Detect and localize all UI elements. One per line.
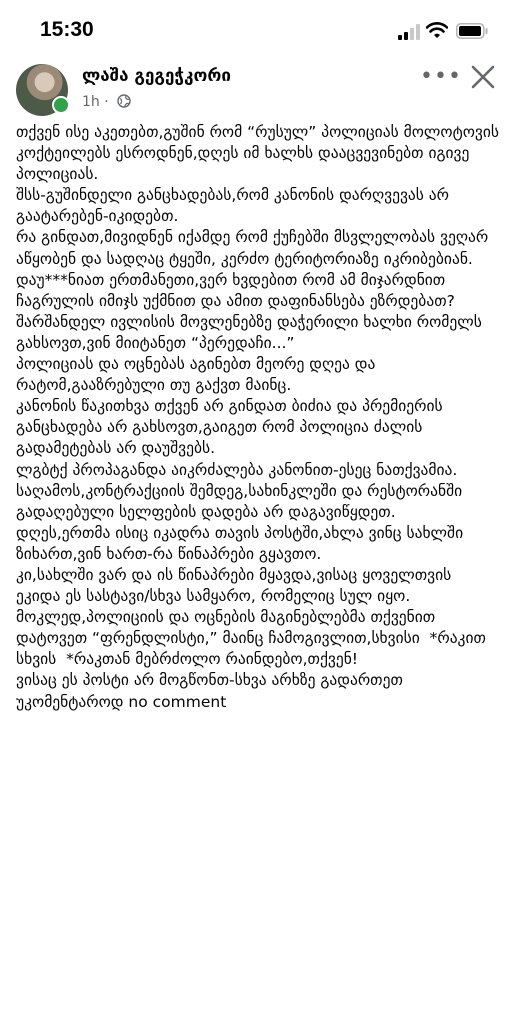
post-body-text: თქვენ ისე აკეთებთ,გუშინ რომ “რუსულ” პოლიციას მოლოტოვის კოქტეილებს ესროდნენ,დღეს იმ ხალხს დააცვევინებთ იგივე პოლიციას. შსს-გუშინდელი განცხადებას,რომ კანონის დარღვევას არ გაატარებენ-იკიდებთ. რა გინდათ,მივიდნენ იქამდე რომ ქუჩებში მსვლელობას ვეღარ აწყობენ და სადღაც ტყეში, კერძო ტერიტორიაზე იკრიბებიან. დაუ***ნიათ ერთმანეთი,ვერ ხვდებით რომ ამ მიჯარდნით ჩაგრულის იმიჯს უქმნით და ამით დაფინანსება ეზრდებათ? შარშანდელ ივლისის მოვლენებზე დაჭერილი ხალხი რომელს გახსოვთ,ვინ მიიტანეთ “პერედაჩი...” პოლიციას და ოცნებას აგინებთ მეორე დღეა და რატომ,გააზრებული თუ გაქვთ მაინც. კანონის წაკითხვა თქვენ არ გინდათ ბიძია და პრემიერის განცხადება არ გახსოვთ,გაიგეთ რომ პოლიცია ძალის გადამეტებას არ დაუშვებს. ლგბტქ პროპაგანდა აიკრძალება კანონით-ესეც ნათქვამია. საღამოს,კონტრაქციის შემდეგ,სახინკლეში და რესტორანში გადაღებული სელფების დადება არ დაგავიწყდეთ. დღეს,ერთმა ისიც იკადრა თავის პოსტში,ახლა ვინც სახლში ზიხართ,ვინ ხართ-რა წინაპრები გყავთო. კი,სახლში ვარ და ის წინაპრები მყავდა,ვისაც ყოველთვის ეკიდა ეს სასტავი/სხვა სამყარო, რომელიც სულ იყო. მოკლედ,პოლიციის და ოცნების მაგინებლებმა თქვენით დატოვეთ “ფრენდლისტი,” მაინც ჩამოგივლით,სხვისი *რაკით სხვის *რაკთან მებრძოლო რაინდებო,თქვენ! ვისაც ეს პოსტი არ მოგწონთ-სხვა არხზე გადართეთ უკომენტაროდ no comment	[16, 123, 499, 711]
post-header	[0, 56, 512, 120]
online-status-dot	[52, 96, 70, 114]
post-meta	[82, 94, 131, 110]
more-icon[interactable]: •••	[420, 64, 462, 89]
status-bar	[0, 0, 512, 56]
battery-icon	[456, 23, 488, 39]
signal-icon	[398, 24, 420, 40]
wifi-icon	[426, 22, 448, 40]
globe-icon	[117, 94, 131, 108]
meta-separator: ·	[104, 94, 109, 110]
close-icon[interactable]	[470, 64, 496, 90]
author-name[interactable]: ლაშა გეგეჭკორი	[82, 66, 231, 86]
status-time: 15:30	[40, 18, 94, 41]
post-time[interactable]: 1h	[82, 94, 100, 110]
